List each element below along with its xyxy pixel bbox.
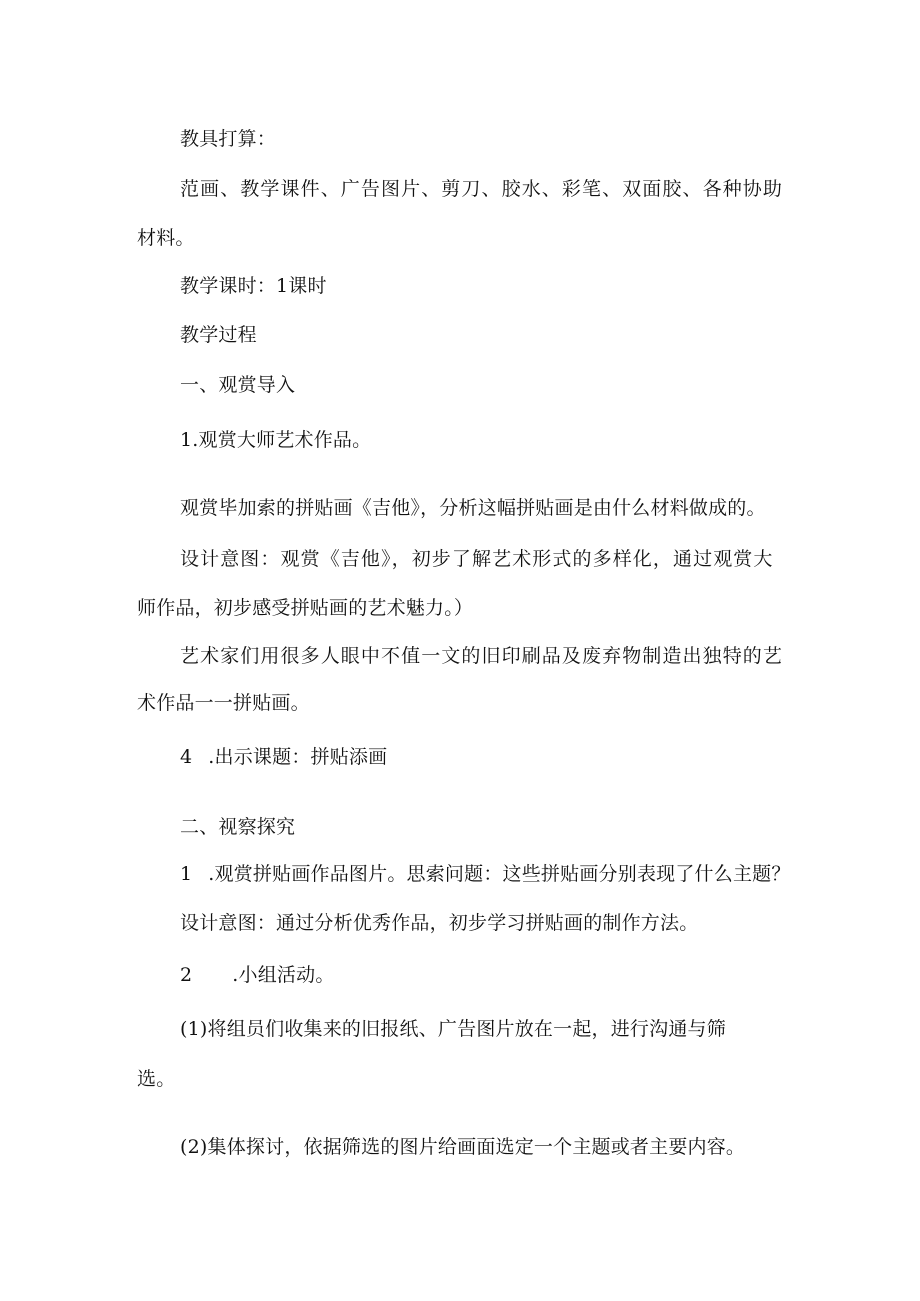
heading-teaching-process: 教学过程 <box>180 324 257 346</box>
paragraph-design-intent-1: 设计意图：观赏《吉他》，初步了解艺术形式的多样化，通过观赏大 <box>180 548 774 570</box>
item-number: 1 <box>180 863 193 885</box>
subitem-choose-theme: (2)集体探讨，依据筛选的图片给画面选定一个主题或者主要内容。 <box>180 1136 746 1158</box>
heading-section-two: 二、视察探究 <box>180 816 296 838</box>
item-view-collage-pictures <box>180 861 791 887</box>
heading-section-one: 一、观赏导入 <box>180 374 296 396</box>
item-number: 4 <box>180 746 193 768</box>
paragraph-class-hours: 教学课时：1课时 <box>180 275 327 297</box>
heading-teaching-aids: 教具打算： <box>180 128 277 150</box>
item-view-masterworks: 1.观赏大师艺术作品。 <box>180 429 372 451</box>
paragraph-artists-collage: 艺术家们用很多人眼中不值一文的旧印刷品及废弃物制造出独特的艺 <box>180 645 784 667</box>
paragraph-artists-collage-cont: 术作品一一拼贴画。 <box>137 692 310 714</box>
paragraph-aids-list: 范画、教学课件、广告图片、剪刀、胶水、彩笔、双面胶、各种协助 <box>180 178 784 200</box>
item-show-topic <box>180 744 387 770</box>
item-number: 2 <box>180 964 193 986</box>
paragraph-picasso-guitar: 观赏毕加索的拼贴画《吉他》，分析这幅拼贴画是由什么材料做成的。 <box>180 497 766 519</box>
subitem-collect-materials-cont: 选。 <box>137 1068 176 1090</box>
item-text: .出示课题：拼贴添画 <box>208 746 388 768</box>
item-group-activity <box>180 962 335 988</box>
item-text: .观赏拼贴画作品图片。思索问题：这些拼贴画分别表现了什么主题？ <box>208 863 791 885</box>
paragraph-design-intent-1-cont: 师作品，初步感受拼贴画的艺术魅力。） <box>137 597 474 619</box>
paragraph-design-intent-2: 设计意图：通过分析优秀作品，初步学习拼贴画的制作方法。 <box>180 912 699 934</box>
item-text: .小组活动。 <box>232 964 335 986</box>
subitem-collect-materials: (1)将组员们收集来的旧报纸、广告图片放在一起，进行沟通与筛 <box>180 1018 726 1040</box>
paragraph-aids-list-cont: 材料。 <box>137 227 195 249</box>
